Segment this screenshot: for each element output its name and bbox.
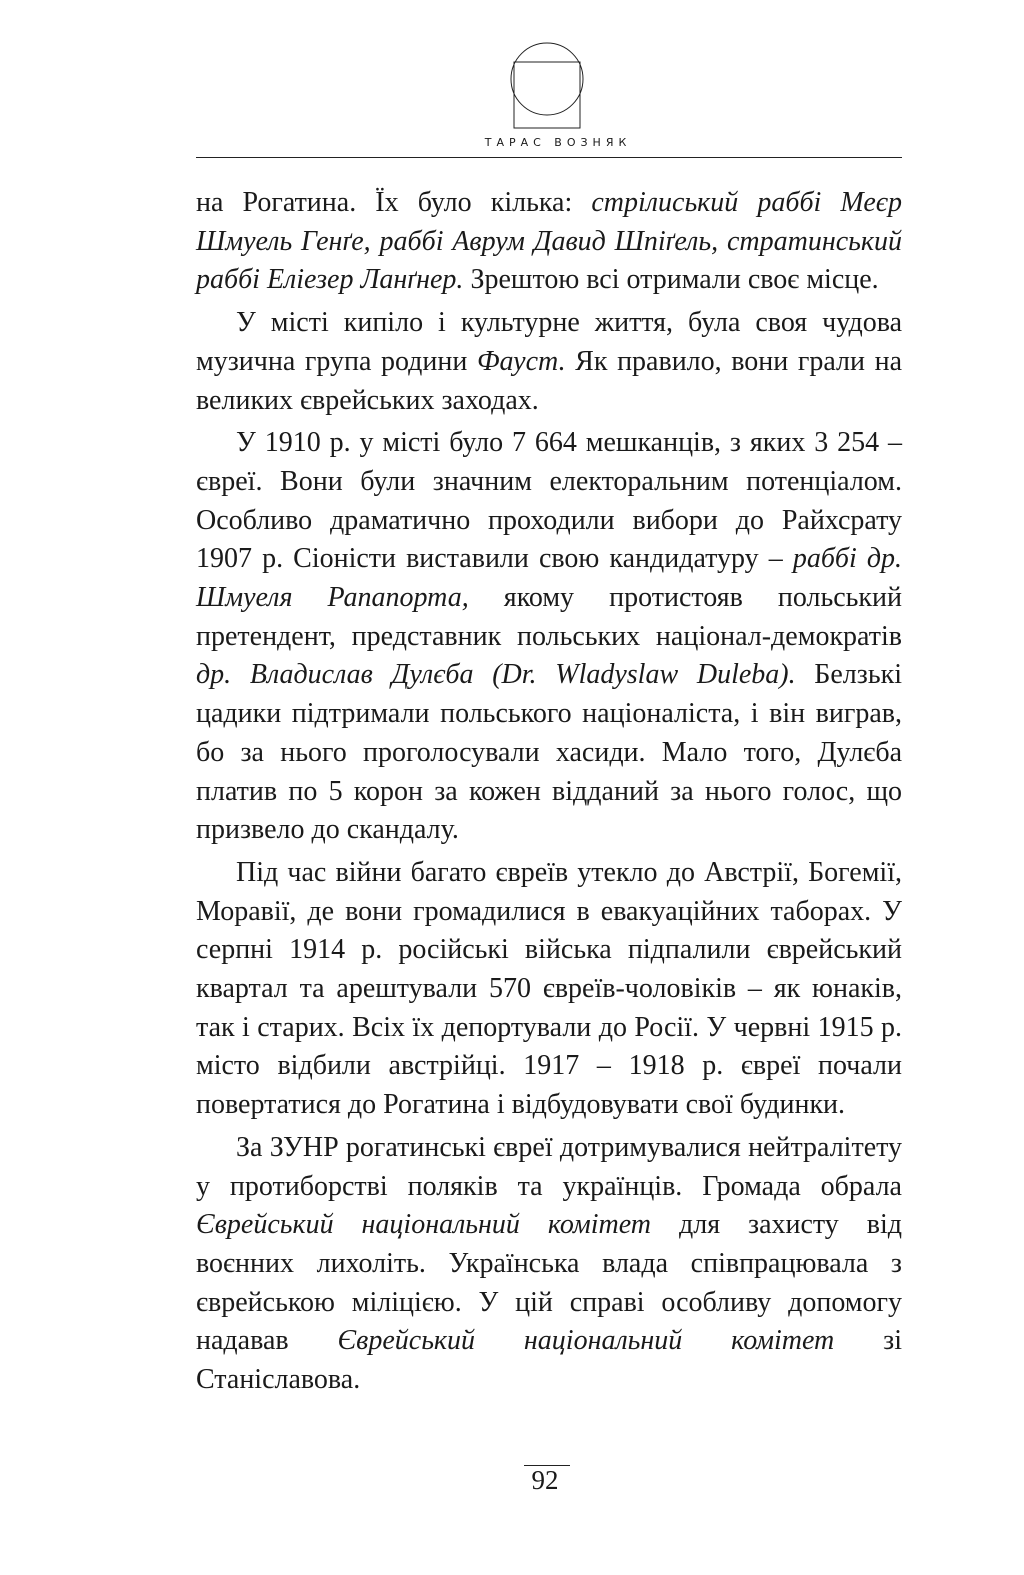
body-text [196, 184, 902, 1400]
text-run: У 1910 р. у місті було 7 664 мешканців, з яких 3 254 – євреї. Вони були значним електоральним потенціалом. Особливо драматично проходили вибори до Райхсрату 1907 р. Сіоністи виставили свою кандидатуру – [196, 427, 902, 575]
paragraph [196, 1129, 902, 1400]
italic-names: стрілиський раббі Меєр Шмуель Генґе, раббі Аврум Давид Шпіґель, стратинський раббі Еліезер Ланґнер. [196, 187, 902, 296]
text-run: зі Станіславова. [196, 1325, 902, 1396]
text-run: Белзькі цадики підтримали польського націоналіста, і він виграв, бо за нього проголосували хасиди. Мало того, Дулєба платив по 5 корон за кожен відданий за нього голос, що призвело до скандалу. [196, 659, 902, 846]
paragraph [196, 304, 902, 420]
text-run: У місті кипіло і культурне життя, була своя чудова музична група родини [196, 307, 902, 377]
italic-name: Єврейський національний комітет [196, 1209, 652, 1241]
running-header-author: ТАРАС ВОЗНЯК [484, 136, 632, 149]
text-run: Зрештою всі отримали своє місце. [463, 264, 879, 296]
text-run: Під час війни багато євреїв утекло до Австрії, Богемії, Моравії, де вони громадилися в евакуаційних таборах. У серпні 1914 р. російські війська підпалили єврейський квартал та арештували 570 євреїв-чоловіків – як юнаків, так і старих. Всіх їх депортували до Росії. У червні 1915 р. місто відбили австрійці. 1917 – 1918 р. євреї почали повертатися до Рогатина і відбудовувати свої будинки. [196, 856, 902, 1121]
text-run: для захисту від воєнних лихоліть. Українська влада співпрацювала з єврейською міліцією. У цій справі особливу допомогу надавав [196, 1209, 902, 1357]
italic-name: Фауст. [477, 345, 566, 377]
text-run: на Рогатина. Їх було кілька: [196, 187, 592, 218]
paragraph [196, 424, 902, 850]
page-number: 92 [531, 1465, 559, 1495]
header-rule [196, 157, 902, 158]
italic-name: раббі др. Шмуеля Рапапорта, [196, 543, 903, 614]
text-run: За ЗУНР рогатинські євреї дотримувалися нейтралітету у протиборстві поляків та українців. Громада обрала [196, 1131, 902, 1202]
paragraph [196, 854, 902, 1125]
italic-name: Єврейський національний комітет [337, 1325, 835, 1357]
text-run: якому протистояв польський претендент, представник польських націонал-демократів [196, 582, 902, 652]
text-run: Як правило, вони грали на великих єврейських заходах. [196, 345, 902, 416]
paragraph [196, 184, 902, 300]
publisher-logo [508, 40, 586, 132]
italic-name: др. Владислав Дулєба (Dr. Wladyslaw Duleba). [196, 659, 796, 691]
